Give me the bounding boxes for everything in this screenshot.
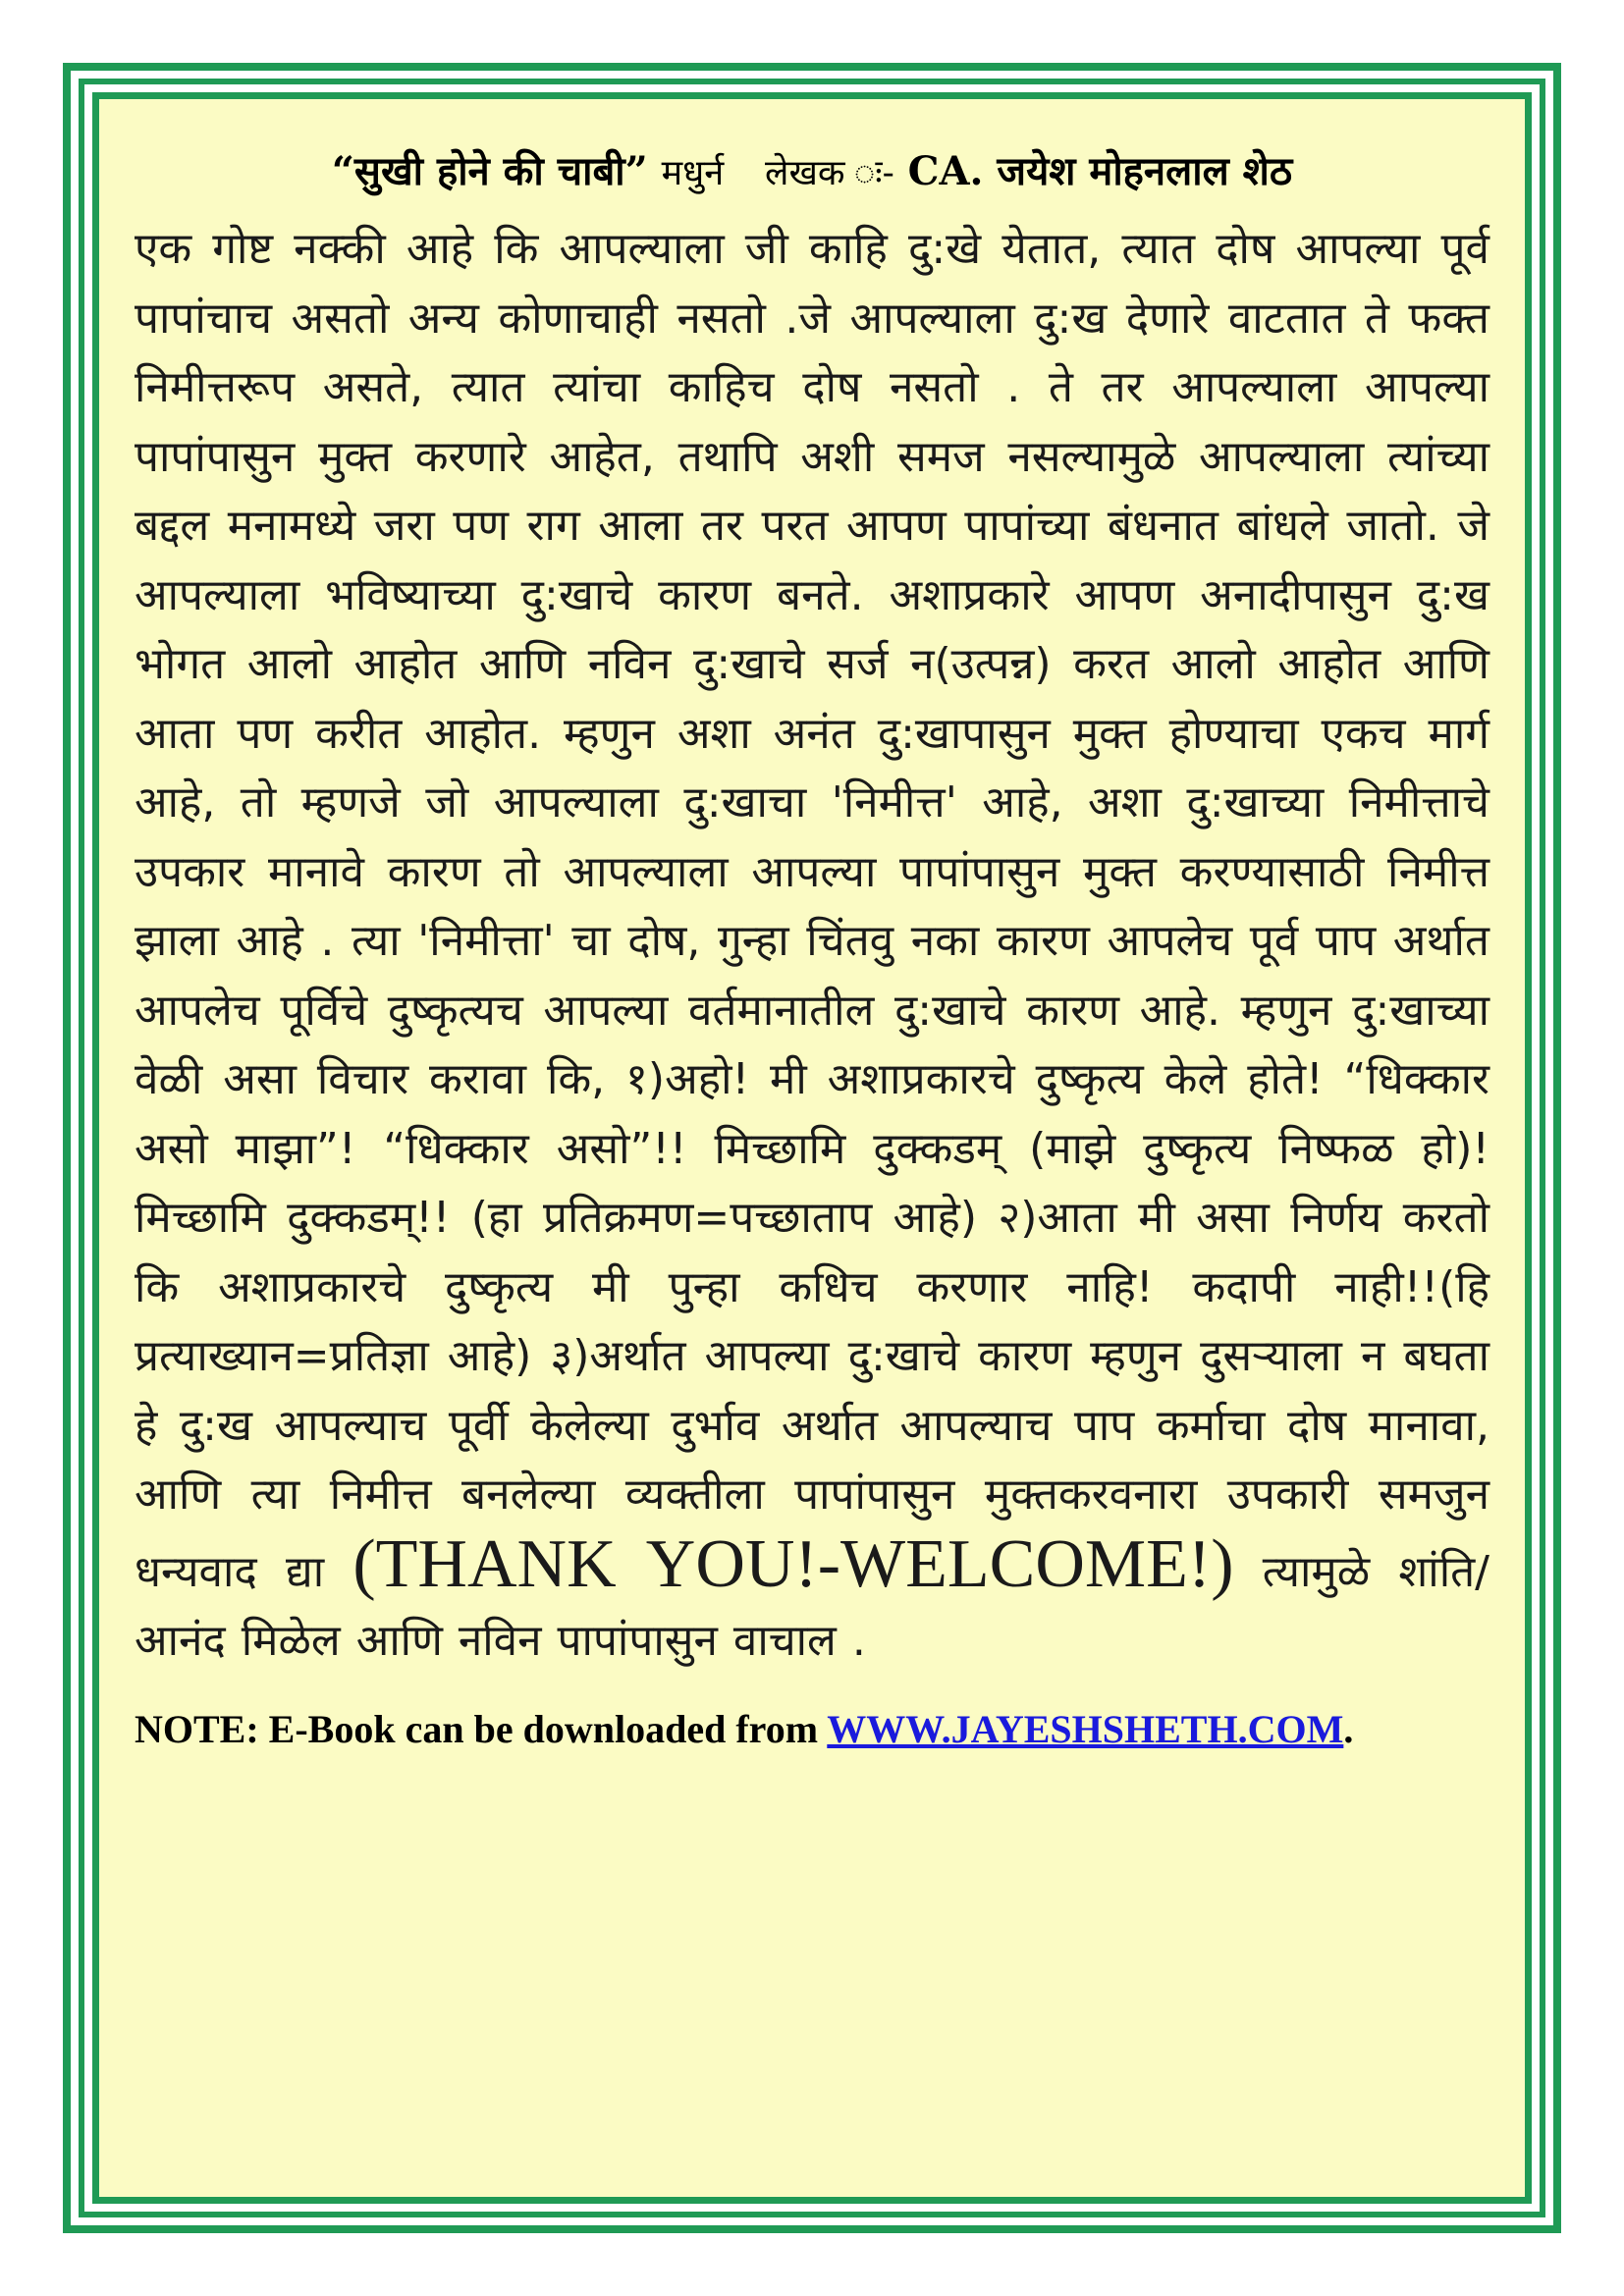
note-prefix: NOTE: E-Book can be downloaded from xyxy=(135,1706,819,1751)
page-border-outer xyxy=(63,63,1561,2233)
note-suffix: . xyxy=(1343,1706,1354,1751)
author-label: लेखक ः- xyxy=(765,153,894,193)
page-border-middle xyxy=(79,79,1545,2217)
article-body xyxy=(135,215,1489,1677)
page-title xyxy=(135,146,1489,197)
download-note xyxy=(135,1706,1489,1752)
page-border-inner xyxy=(92,92,1532,2204)
website-link[interactable]: WWW.JAYESHSHETH.COM xyxy=(827,1706,1344,1751)
article-paragraph-end: त्यामुळे शांति/आनंद मिळेल आणि नविन पापांपासुन वाचाल . xyxy=(135,1546,1489,1666)
book-title: “सुखी होने की चाबी” xyxy=(331,148,648,194)
article-paragraph-main: एक गोष्ट नक्की आहे कि आपल्याला जी काहि दु:खे येतात, त्यात दोष आपल्या पूर्व पापांचाच असतो अन्य कोणाचाही नसतो .जे आपल्याला दु:ख देणारे वाटतात ते फक्त निमीत्तरूप असते, त्यात त्यांचा काहिच दोष नसतो . ते तर आपल्याला आपल्या पापांपासुन मुक्त करणारे आहेत, तथापि अशी समज नसल्यामुळे आपल्याला त्यांच्या बद्दल मनामध्ये जरा पण राग आला तर परत आपण पापांच्या बंधनात बांधले जातो. जे आपल्याला भविष्याच्या दु:खाचे कारण बनते. अशाप्रकारे आपण अनादीपासुन दु:ख भोगत आलो आहोत आणि नविन दु:खाचे सर्ज न(उत्पन्न) करत आलो आहोत आणि आता पण करीत आहोत. म्हणुन अशा अनंत दु:खापासुन मुक्त होण्याचा एकच मार्ग आहे, तो म्हणजे जो आपल्याला दु:खाचा 'निमीत्त' आहे, अशा दु:खाच्या निमीत्ताचे उपकार मानावे कारण तो आपल्याला आपल्या पापांपासुन मुक्त करण्यासाठी निमीत्त झाला आहे . त्या 'निमीत्ता' चा दोष, गुन्हा चिंतवु नका कारण आपलेच पूर्व पाप अर्थात आपलेच पूर्विचे दुष्कृत्यच आपल्या वर्तमानातील दु:खाचे कारण आहे. म्हणुन दु:खाच्या वेळी असा विचार करावा कि, १)अहो! मी अशाप्रकारचे दुष्कृत्य केले होते! “धिक्कार असो माझा”! “धिक्कार असो”!! मिच्छामि दुक्कडम् (माझे दुष्कृत्य निष्फळ हो)! मिच्छामि दुक्कडम्!! (हा प्रतिक्रमण=पच्छाताप आहे) २)आता मी असा निर्णय करतो कि अशाप्रकारचे दुष्कृत्य मी पुन्हा कधिच करणार नाहि! कदापी नाही!!(हि प्रत्याख्यान=प्रतिज्ञा आहे) ३)अर्थात आपल्या दु:खाचे कारण म्हणुन दुसऱ्याला न बघता हे दु:ख आपल्याच पूर्वी केलेल्या दुर्भाव अर्थात आपल्याच पाप कर्माचा दोष मानावा, आणि त्या निमीत्त बनलेल्या व्यक्तीला पापांपासुन मुक्तकरवनारा उपकारी समजुन धन्यवाद द्या xyxy=(135,224,1489,1597)
page-content xyxy=(135,146,1489,2167)
author-name: CA. जयेश मोहनलाल शेठ xyxy=(907,148,1293,194)
thank-you-text: (THANK YOU!-WELCOME!) xyxy=(352,1525,1234,1602)
book-subtitle: मधुर्न xyxy=(661,153,725,193)
